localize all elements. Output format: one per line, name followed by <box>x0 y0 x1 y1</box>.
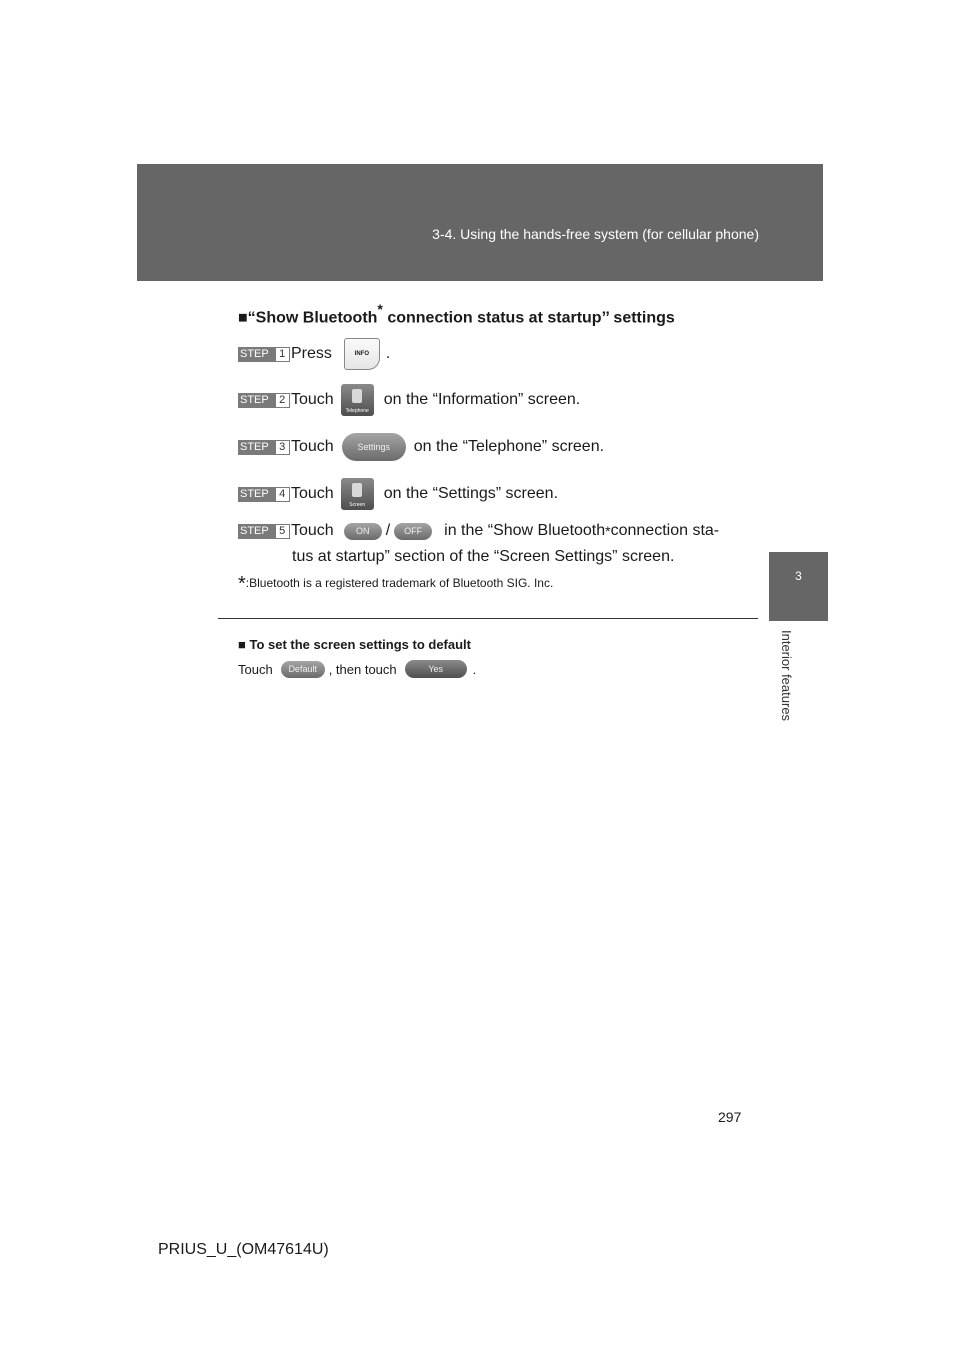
off-button-icon: OFF <box>394 523 432 540</box>
default-section-title: ■ To set the screen settings to default <box>238 637 471 652</box>
step-badge: STEP 5 <box>238 524 290 539</box>
step-badge: STEP 3 <box>238 440 290 455</box>
footer-code: PRIUS_U_(OM47614U) <box>158 1241 329 1258</box>
step-badge: STEP 1 <box>238 347 290 362</box>
settings-button-icon: Settings <box>342 433 406 461</box>
chapter-tab <box>769 552 828 621</box>
on-button-icon: ON <box>344 523 382 540</box>
page-number: 297 <box>718 1109 742 1125</box>
section-header: 3-4. Using the hands-free system (for cellular phone) <box>432 226 759 242</box>
header-band <box>137 164 823 281</box>
chapter-label: Interior features <box>779 630 794 722</box>
info-button-icon: INFO <box>344 338 380 370</box>
step-4: STEP 4 Touch Screen on the “Settings” screen. <box>238 478 558 510</box>
yes-button-icon: Yes <box>405 660 467 678</box>
screen-icon: Screen <box>341 478 374 510</box>
step-badge: STEP 2 <box>238 393 290 408</box>
step-2: STEP 2 Touch Telephone on the “Information” screen. <box>238 384 580 416</box>
step-5: STEP 5 Touch ON / OFF in the “Show Bluetooth * connection sta- <box>240 522 720 539</box>
step-5-continuation: tus at startup” section of the “Screen Settings” screen. <box>292 548 675 565</box>
default-button-icon: Default <box>281 661 325 678</box>
step-3: STEP 3 Touch Settings on the “Telephone” screen. <box>238 433 604 461</box>
divider <box>218 618 758 619</box>
step-badge: STEP 4 <box>238 487 290 502</box>
telephone-icon: Telephone <box>341 384 374 416</box>
step-1: STEP 1 Press INFO . <box>238 338 390 370</box>
chapter-number: 3 <box>795 569 802 583</box>
section-title: ■“Show Bluetooth* connection status at startup’’ settings <box>238 301 675 327</box>
default-section-body: Touch Default , then touch Yes . <box>238 661 477 677</box>
footnote: *:Bluetooth is a registered trademark of Bluetooth SIG. Inc. <box>238 573 554 595</box>
